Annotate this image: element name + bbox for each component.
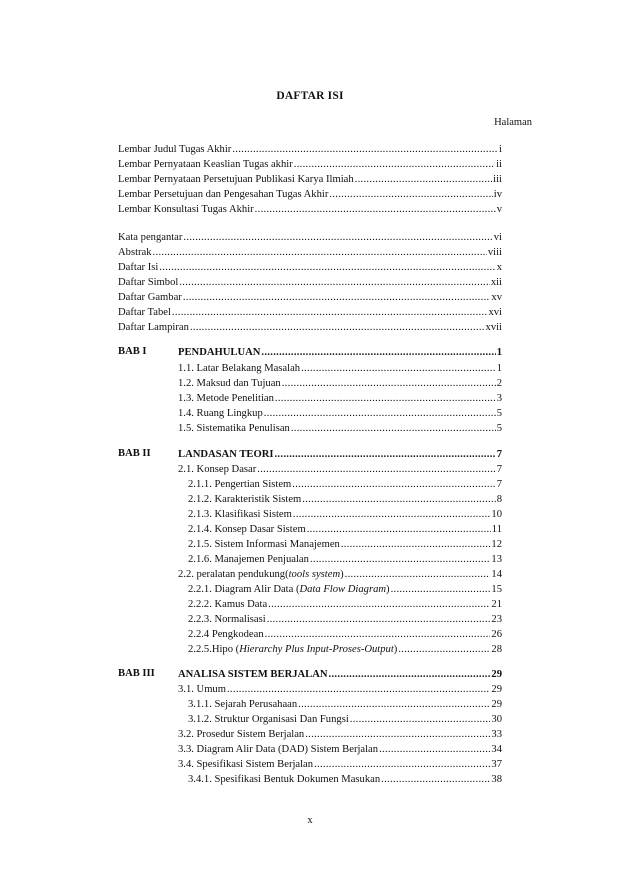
toc-entry[interactable]: [188, 713, 502, 726]
leader-dots: [153, 246, 487, 259]
toc-entry[interactable]: [178, 683, 502, 696]
toc-entry-label: 3.1.2. Struktur Organisasi Dan Fungsi: [188, 714, 349, 725]
toc-entry-page: v: [496, 204, 502, 215]
toc-entry-page: 13: [491, 554, 502, 565]
toc-entry-page: 7: [496, 464, 502, 475]
chapter-entry[interactable]: [178, 448, 502, 461]
page-title: DAFTAR ISI: [276, 90, 344, 102]
toc-entry[interactable]: [178, 743, 502, 756]
leader-dots: [179, 276, 489, 289]
leader-dots: [345, 568, 491, 581]
leader-dots: [257, 463, 495, 476]
toc-entry-label: 1.3. Metode Penelitian: [178, 393, 274, 404]
leader-dots: [379, 743, 490, 756]
toc-entry-label: 1.1. Latar Belakang Masalah: [178, 363, 301, 374]
toc-entry[interactable]: [188, 493, 502, 506]
toc-entry-page: 11: [491, 524, 502, 535]
toc-entry-label: 2.2.4 Pengkodean: [188, 629, 264, 640]
toc-entry-page: 15: [491, 584, 502, 595]
toc-entry-page: iv: [493, 189, 502, 200]
toc-entry[interactable]: [178, 362, 502, 375]
toc-entry[interactable]: [188, 628, 502, 641]
leader-dots: [307, 523, 491, 536]
toc-entry[interactable]: [118, 261, 502, 274]
toc-entry-page: 26: [491, 629, 502, 640]
toc-entry-label: 2.2.3. Normalisasi: [188, 614, 266, 625]
toc-entry-page: xvi: [488, 307, 502, 318]
chapter-title: PENDAHULUAN: [178, 347, 261, 358]
toc-entry-page: 5: [496, 423, 502, 434]
toc-entry-label: Lembar Judul Tugas Akhir: [118, 144, 232, 155]
leader-dots: [291, 422, 496, 435]
chapter-page: 29: [491, 669, 502, 680]
toc-entry[interactable]: [178, 392, 502, 405]
toc-entry-label: Lembar Pernyataan Keaslian Tugas akhir: [118, 159, 293, 170]
term-italic: tools system: [288, 569, 341, 580]
leader-dots: [355, 173, 493, 186]
toc-entry-page: xii: [490, 277, 502, 288]
leader-dots: [267, 613, 491, 626]
toc-entry-page: 28: [491, 644, 502, 655]
toc-entry-page: 34: [491, 744, 502, 755]
toc-entry[interactable]: [118, 321, 502, 334]
toc-entry-page: 7: [496, 479, 502, 490]
leader-dots: [274, 448, 495, 461]
toc-entry-page: vi: [493, 232, 502, 243]
chapter-page: 1: [496, 347, 502, 358]
toc-entry[interactable]: [118, 188, 502, 201]
toc-entry[interactable]: [188, 698, 502, 711]
leader-dots: [292, 478, 495, 491]
toc-entry-page: iii: [493, 174, 502, 185]
toc-entry-page: xv: [491, 292, 502, 303]
chapter-page: 7: [496, 449, 502, 460]
leader-dots: [183, 291, 491, 304]
toc-entry-label: 2.2.5.Hipo (Hierarchy Plus Input-Proses-Output): [188, 644, 398, 655]
toc-entry-label: 2.1.2. Karakteristik Sistem: [188, 494, 302, 505]
toc-entry-label: 3.2. Prosedur Sistem Berjalan: [178, 729, 305, 740]
toc-entry[interactable]: [118, 276, 502, 289]
toc: [118, 0, 502, 877]
leader-dots: [381, 773, 490, 786]
leader-dots: [305, 728, 490, 741]
page-number: x: [307, 815, 313, 826]
leader-dots: [264, 407, 496, 420]
toc-entry-label: 3.1.1. Sejarah Perusahaan: [188, 699, 298, 710]
toc-entry-label: 2.1. Konsep Dasar: [178, 464, 257, 475]
toc-entry-label: Daftar Simbol: [118, 277, 179, 288]
toc-entry-label: 2.2. peralatan pendukung(tools system): [178, 569, 344, 580]
toc-entry[interactable]: [188, 613, 502, 626]
leader-dots: [268, 598, 490, 611]
toc-entry-page: x: [496, 262, 502, 273]
toc-entry[interactable]: [178, 407, 502, 420]
halaman-label: Halaman: [494, 117, 532, 128]
toc-entry[interactable]: [178, 377, 502, 390]
toc-entry-label: Lembar Pernyataan Persetujuan Publikasi Karya Ilmiah: [118, 174, 354, 185]
toc-entry[interactable]: [188, 508, 502, 521]
toc-entry[interactable]: [118, 306, 502, 319]
toc-entry-page: 14: [491, 569, 502, 580]
leader-dots: [265, 628, 491, 641]
leader-dots: [350, 713, 491, 726]
leader-dots: [314, 758, 490, 771]
toc-entry-label: Daftar Lampiran: [118, 322, 189, 333]
toc-entry-page: 29: [491, 699, 502, 710]
toc-entry-page: ii: [496, 159, 502, 170]
toc-entry-page: 10: [491, 509, 502, 520]
toc-entry-page: 30: [491, 714, 502, 725]
leader-dots: [310, 553, 490, 566]
toc-entry-label: Daftar Isi: [118, 262, 159, 273]
leader-dots: [341, 538, 491, 551]
chapter-title: LANDASAN TEORI: [178, 449, 274, 460]
toc-entry-page: i: [499, 144, 502, 155]
leader-dots: [294, 158, 495, 171]
toc-entry-label: 2.1.4. Konsep Dasar Sistem: [188, 524, 306, 535]
toc-entry[interactable]: [118, 158, 502, 171]
toc-entry[interactable]: [188, 583, 502, 596]
toc-entry-page: 2: [496, 378, 502, 389]
toc-entry-page: 38: [491, 774, 502, 785]
chapter-number: BAB I: [118, 346, 147, 357]
toc-entry[interactable]: [188, 643, 502, 656]
chapter-entry[interactable]: [178, 346, 502, 359]
toc-entry-label: Lembar Konsultasi Tugas Akhir: [118, 204, 254, 215]
toc-entry[interactable]: [178, 728, 502, 741]
toc-entry[interactable]: [188, 523, 502, 536]
toc-entry-label: 3.3. Diagram Alir Data (DAD) Sistem Berjalan: [178, 744, 379, 755]
leader-dots: [190, 321, 485, 334]
toc-entry-label: Daftar Tabel: [118, 307, 171, 318]
toc-entry-page: 12: [491, 539, 502, 550]
toc-entry-page: 8: [496, 494, 502, 505]
chapter-title: ANALISA SISTEM BERJALAN: [178, 669, 328, 680]
leader-dots: [255, 203, 496, 216]
toc-entry-page: 3: [496, 393, 502, 404]
toc-entry[interactable]: [118, 143, 502, 156]
leader-dots: [398, 643, 490, 656]
toc-entry[interactable]: [178, 568, 502, 581]
leader-dots: [391, 583, 491, 596]
leader-dots: [261, 346, 495, 359]
toc-entry[interactable]: [188, 478, 502, 491]
leader-dots: [302, 493, 495, 506]
toc-entry-page: 33: [491, 729, 502, 740]
toc-entry-label: 1.4. Ruang Lingkup: [178, 408, 263, 419]
chapter-number: BAB II: [118, 448, 151, 459]
leader-dots: [159, 261, 495, 274]
toc-entry-label: 1.2. Maksud dan Tujuan: [178, 378, 281, 389]
toc-entry-label: 3.4.1. Spesifikasi Bentuk Dokumen Masukan: [188, 774, 381, 785]
toc-entry-label: 2.2.2. Kamus Data: [188, 599, 268, 610]
toc-entry-label: 2.1.6. Manajemen Penjualan: [188, 554, 309, 565]
toc-entry-label: 2.1.1. Pengertian Sistem: [188, 479, 292, 490]
toc-entry[interactable]: [188, 598, 502, 611]
toc-entry[interactable]: [188, 773, 502, 786]
toc-entry-page: xvii: [485, 322, 502, 333]
toc-entry-page: 37: [491, 759, 502, 770]
toc-entry-label: 2.2.1. Diagram Alir Data (Data Flow Diagram): [188, 584, 390, 595]
toc-entry-label: 3.1. Umum: [178, 684, 226, 695]
toc-entry[interactable]: [118, 173, 502, 186]
leader-dots: [232, 143, 498, 156]
toc-entry-label: 3.4. Spesifikasi Sistem Berjalan: [178, 759, 314, 770]
chapter-entry[interactable]: [178, 668, 502, 681]
toc-entry[interactable]: [118, 231, 502, 244]
toc-entry-label: Kata pengantar: [118, 232, 183, 243]
toc-entry-label: 2.1.3. Klasifikasi Sistem: [188, 509, 292, 520]
toc-entry-label: 1.5. Sistematika Penulisan: [178, 423, 290, 434]
term-italic: Data Flow Diagram: [299, 584, 387, 595]
toc-entry-page: 29: [491, 684, 502, 695]
leader-dots: [329, 668, 491, 681]
term-italic: Hierarchy Plus Input-Proses-Output: [239, 644, 394, 655]
toc-entry[interactable]: [118, 203, 502, 216]
toc-entry[interactable]: [118, 246, 502, 259]
toc-entry[interactable]: [188, 538, 502, 551]
leader-dots: [301, 362, 496, 375]
toc-entry[interactable]: [118, 291, 502, 304]
toc-entry-label: 2.1.5. Sistem Informasi Manajemen: [188, 539, 340, 550]
toc-entry[interactable]: [178, 422, 502, 435]
toc-entry-label: Daftar Gambar: [118, 292, 182, 303]
leader-dots: [293, 508, 491, 521]
toc-entry-page: 23: [491, 614, 502, 625]
toc-entry-label: Abstrak: [118, 247, 152, 258]
toc-entry[interactable]: [188, 553, 502, 566]
toc-entry-label: Lembar Persetujuan dan Pengesahan Tugas Akhir: [118, 189, 329, 200]
toc-entry[interactable]: [178, 463, 502, 476]
leader-dots: [183, 231, 492, 244]
toc-entry-page: viii: [487, 247, 502, 258]
toc-entry-page: 1: [496, 363, 502, 374]
leader-dots: [282, 377, 496, 390]
chapter-number: BAB III: [118, 668, 155, 679]
toc-entry[interactable]: [178, 758, 502, 771]
toc-entry-page: 5: [496, 408, 502, 419]
leader-dots: [172, 306, 488, 319]
toc-entry-page: 21: [491, 599, 502, 610]
leader-dots: [275, 392, 496, 405]
leader-dots: [298, 698, 490, 711]
leader-dots: [329, 188, 492, 201]
leader-dots: [227, 683, 490, 696]
